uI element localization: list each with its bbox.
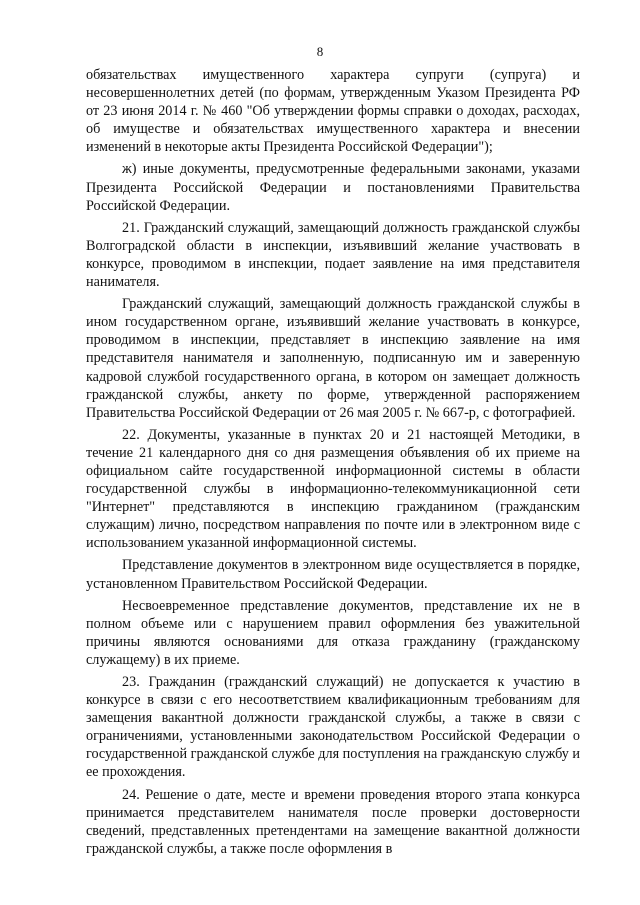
paragraph-continuation: обязательствах имущественного характера супруги (супруга) и несовершеннолетних детей (по формам, утвержденным Указом Президента РФ от 23 июня 2014 г. № 460 "Об утверждении формы справки о доходах, расходах, об имуществе и обязательствах имущественного характера и внесении изменений в некоторые акты Президента Российской Федерации"); (86, 67, 580, 156)
paragraph-22-late-submission: Несвоевременное представление документов, представление их не в полном объеме или с нарушением правил оформления без уважительной причины являются основаниями для отказа гражданину (гражданскому служащему) в их приеме. (86, 597, 580, 668)
document-body (86, 66, 580, 862)
paragraph-21: 21. Гражданский служащий, замещающий должность гражданской службы Волгоградской области в инспекции, изъявивший желание участвовать в конкурсе, проводимом в инспекции, подает заявление на имя представителя нанимателя. (86, 219, 580, 291)
paragraph-22-electronic: Представление документов в электронном виде осуществляется в порядке, установленном Правительством Российской Федерации. (86, 557, 580, 592)
paragraph-21-second: Гражданский служащий, замещающий должность гражданской службы в ином государственном органе, изъявивший желание участвовать в конкурсе, проводимом в инспекции, представляет в инспекцию заявление на имя представителя нанимателя и заполненную, подписанную им и заверенную кадровой службой государственного органа, в котором он замещает должность гражданской службы, анкету по форме, утвержденной распоряжением Правительства Российской Федерации от 26 мая 2005 г. № 667-р, с фотографией. (86, 296, 580, 421)
page-number: 8 (316, 44, 324, 59)
paragraph-item-zh: ж) иные документы, предусмотренные федеральными законами, указами Президента Российской Федерации и постановлениями Правительства Российской Федерации. (86, 161, 580, 214)
paragraph-24: 24. Решение о дате, месте и времени проведения второго этапа конкурса принимается представителем нанимателя после проверки достоверности сведений, представленных претендентами на замещение вакантной должности гражданской службы, а также после оформления в (86, 786, 580, 857)
paragraph-23: 23. Гражданин (гражданский служащий) не допускается к участию в конкурсе в связи с его несоответствием квалификационным требованиям для замещения вакантной должности гражданской службы, а также в связи с ограничениями, установленными законодательством Российской Федерации о государственной гражданской службе для поступления на гражданскую службу и ее прохождения. (86, 674, 580, 781)
paragraph-22: 22. Документы, указанные в пунктах 20 и 21 настоящей Методики, в течение 21 календарного дня со дня размещения объявления об их приеме на официальном сайте государственной информационной системы в области государственной службы в информационно-телекоммуникационной сети "Интернет" представляются в инспекцию гражданином (гражданским служащим) лично, посредством направления по почте или в электронном виде с использованием указанной информационной системы. (86, 426, 580, 552)
